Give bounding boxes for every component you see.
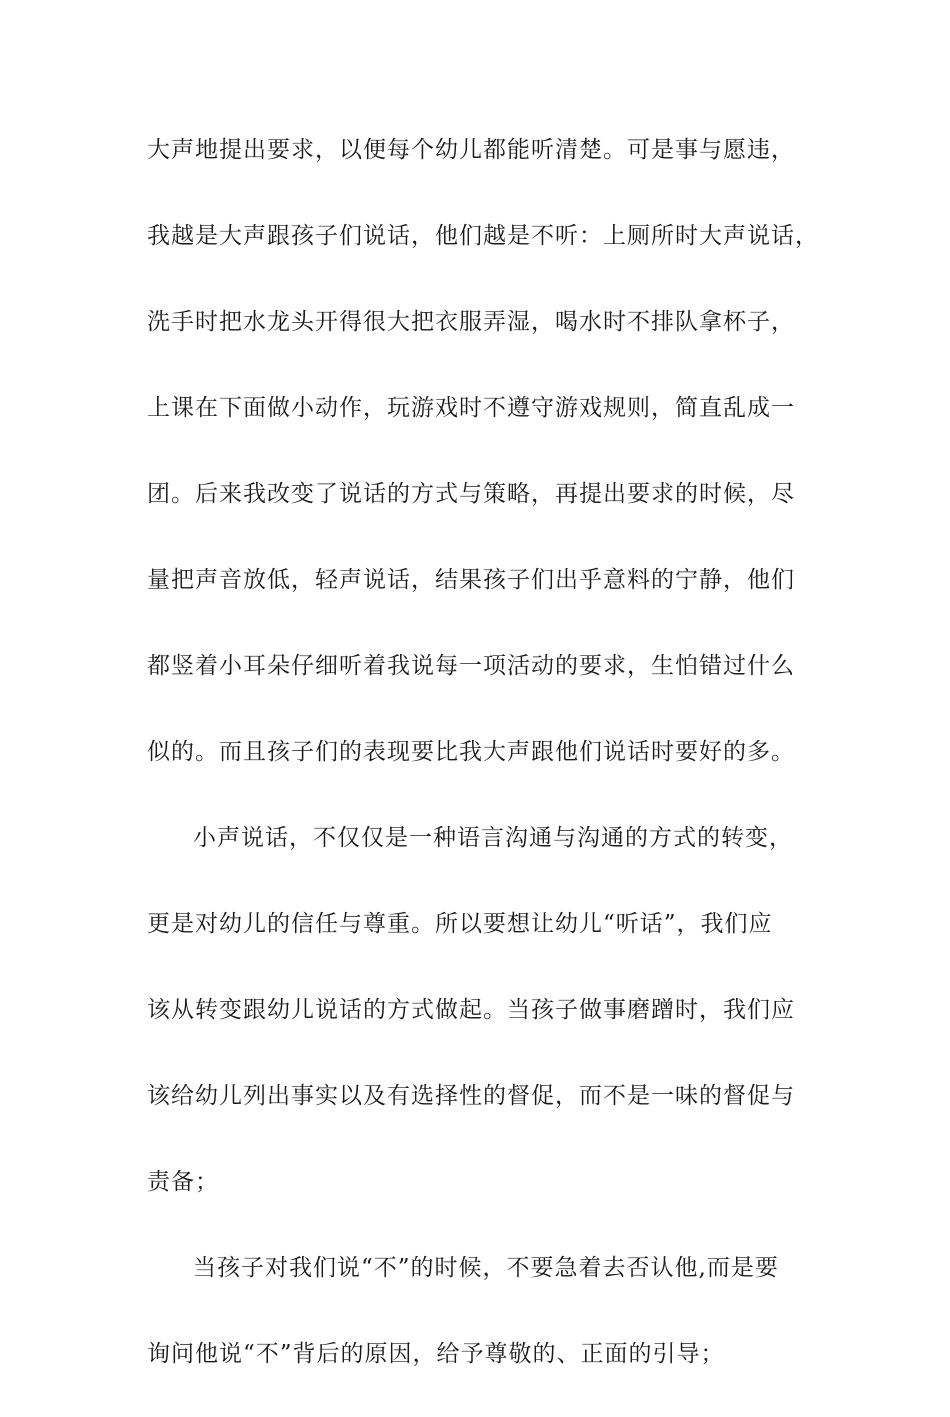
paragraph-1 bbox=[147, 127, 817, 815]
paragraph-line: 团。后来我改变了说话的方式与策略，再提出要求的时候，尽 bbox=[147, 481, 795, 507]
paragraph-line: 都竖着小耳朵仔细听着我说每一项活动的要求，生怕错过什么 bbox=[147, 653, 795, 679]
paragraph-line: 量把声音放低，轻声说话，结果孩子们出乎意料的宁静，他们 bbox=[147, 567, 795, 593]
document-body bbox=[147, 127, 817, 1417]
paragraph-line: 洗手时把水龙头开得很大把衣服弄湿，喝水时不排队拿杯子， bbox=[147, 309, 795, 335]
paragraph-line: 该给幼儿列出事实以及有选择性的督促，而不是一味的督促与 bbox=[147, 1083, 795, 1109]
paragraph-line: 责备； bbox=[147, 1169, 219, 1195]
paragraph-line: 似的。而且孩子们的表现要比我大声跟他们说话时要好的多。 bbox=[147, 739, 795, 765]
paragraph-line: 该从转变跟幼儿说话的方式做起。当孩子做事磨蹭时，我们应 bbox=[147, 997, 795, 1023]
paragraph-line: 询问他说“不”背后的原因，给予尊敬的、正面的引导； bbox=[147, 1341, 725, 1367]
paragraph-line: 大声地提出要求，以便每个幼儿都能听清楚。可是事与愿违， bbox=[147, 137, 795, 163]
paragraph-3 bbox=[147, 1245, 817, 1417]
paragraph-line: 小声说话，不仅仅是一种语言沟通与沟通的方式的转变， bbox=[193, 825, 793, 851]
paragraph-line: 上课在下面做小动作，玩游戏时不遵守游戏规则，简直乱成一 bbox=[147, 395, 795, 421]
paragraph-line: 我越是大声跟孩子们说话，他们越是不听：上厕所时大声说话， bbox=[147, 223, 819, 249]
paragraph-line: 当孩子对我们说“不”的时候，不要急着去否认他,而是要 bbox=[193, 1255, 779, 1281]
paragraph-2 bbox=[147, 815, 817, 1245]
paragraph-line: 更是对幼儿的信任与尊重。所以要想让幼儿“听话”，我们应 bbox=[147, 911, 773, 937]
